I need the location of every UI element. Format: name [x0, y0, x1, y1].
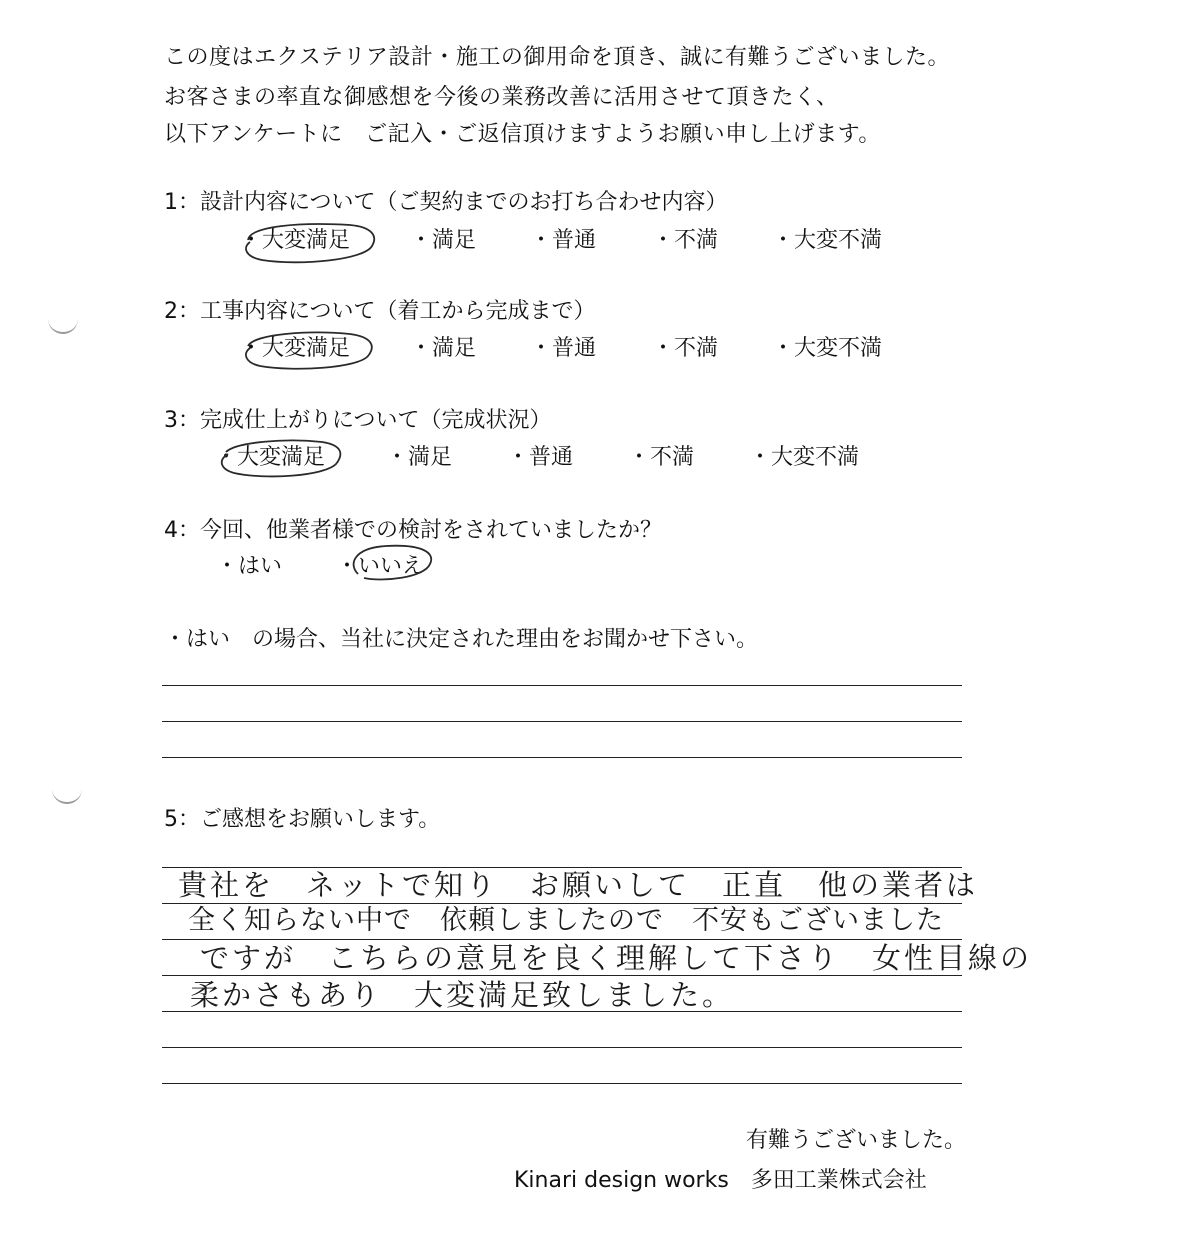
- q3-title: 3：完成仕上がりについて（完成状況）: [164, 408, 552, 433]
- q3-option-very-satisfied[interactable]: ・大変満足: [215, 445, 326, 470]
- q4-answer-line-2[interactable]: [162, 721, 962, 722]
- q1-option-satisfied[interactable]: ・満足: [410, 228, 477, 253]
- punch-hole-bottom: [52, 788, 82, 804]
- q3-option-very-dissatisfied[interactable]: ・大変不満: [749, 445, 860, 470]
- q1-title: 1：設計内容について（ご契約までのお打ち合わせ内容）: [164, 190, 728, 215]
- q2-option-very-dissatisfied[interactable]: ・大変不満: [772, 336, 883, 361]
- q1-option-neutral[interactable]: ・普通: [530, 228, 597, 253]
- q1-option-dissatisfied[interactable]: ・不満: [652, 228, 719, 253]
- q3-option-dissatisfied[interactable]: ・不満: [628, 445, 695, 470]
- q4-option-yes[interactable]: ・はい: [216, 554, 283, 579]
- q2-option-satisfied[interactable]: ・満足: [410, 336, 477, 361]
- intro-line-1: この度はエクステリア設計・施工の御用命を頂き、誠に有難うございました。: [164, 45, 950, 70]
- q5-answer-line-6: [162, 1047, 962, 1048]
- closing-thanks: 有難うございました。: [746, 1128, 967, 1153]
- punch-hole-top: [48, 318, 78, 334]
- q5-handwritten-line-1: 貴社を ネットで知り お願いして 正直 他の業者は: [178, 868, 979, 902]
- q1-option-very-dissatisfied[interactable]: ・大変不満: [772, 228, 883, 253]
- closing-company: Kinari design works 多田工業株式会社: [514, 1168, 927, 1193]
- q5-answer-line-7: [162, 1083, 962, 1084]
- q5-handwritten-line-2: 全く知らない中で 依頼しましたので 不安もございました: [188, 905, 944, 936]
- q2-option-neutral[interactable]: ・普通: [530, 336, 597, 361]
- q5-handwritten-line-4: 柔かさもあり 大変満足致しました。: [190, 978, 735, 1012]
- q4-title: 4：今回、他業者様での検討をされていましたか？: [164, 518, 662, 543]
- q3-option-neutral[interactable]: ・普通: [507, 445, 574, 470]
- q5-answer-line-4: [162, 975, 962, 976]
- q4-followup-title: ・はい の場合、当社に決定された理由をお聞かせ下さい。: [164, 627, 759, 652]
- q5-answer-line-3: [162, 939, 962, 940]
- q1-option-very-satisfied[interactable]: ・大変満足: [240, 228, 351, 253]
- intro-line-3: 以下アンケートに ご記入・ご返信頂けますようお願い申し上げます。: [164, 122, 881, 147]
- q2-option-very-satisfied[interactable]: ・大変満足: [240, 336, 351, 361]
- q2-title: 2：工事内容について（着工から完成まで）: [164, 299, 596, 324]
- q4-answer-line-1[interactable]: [162, 685, 962, 686]
- q2-option-dissatisfied[interactable]: ・不満: [652, 336, 719, 361]
- intro-line-2: お客さまの率直な御感想を今後の業務改善に活用させて頂きたく、: [164, 85, 839, 110]
- q5-handwritten-line-3: ですが こちらの意見を良く理解して下さり 女性目線の: [200, 941, 1033, 975]
- q4-option-no[interactable]: ・いいえ: [336, 554, 425, 579]
- q5-title: 5：ご感想をお願いします。: [164, 807, 441, 832]
- q3-option-satisfied[interactable]: ・満足: [386, 445, 453, 470]
- q4-answer-line-3[interactable]: [162, 757, 962, 758]
